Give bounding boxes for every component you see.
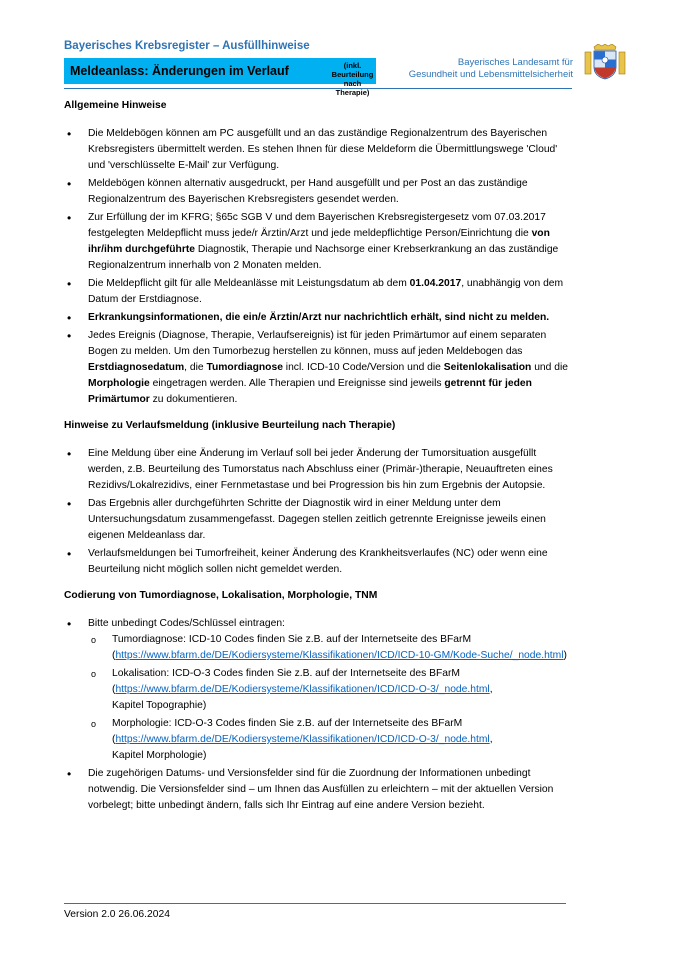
list-item bbox=[64, 616, 574, 764]
list-item: • Das Ergebnis aller durchgeführten Schritte der Diagnostik wird in einer Meldung unter dem Untersuchungsdatum zusammengefasst. Dagegen stellen zeitlich getrennte Ereignisse jeweils einen eigenen Meldeanlass dar. bbox=[64, 496, 574, 544]
list-item-text: zu dokumentieren. bbox=[149, 394, 238, 405]
list-item-emphasis: Erstdiagnosedatum bbox=[88, 362, 185, 373]
section-heading-coding: Codierung von Tumordiagnose, Lokalisation, Morphologie, TNM bbox=[64, 590, 378, 601]
header-divider bbox=[64, 88, 572, 89]
version-footer: Version 2.0 26.06.2024 bbox=[64, 909, 170, 920]
banner-title: Meldeanlass: Änderungen im Verlauf bbox=[70, 64, 289, 78]
reporting-reason-banner bbox=[64, 58, 376, 97]
sub-list-item: o Tumordiagnose: ICD-10 Codes finden Sie z.B. auf der Internetseite des BFarM (https://www.bfarm.de/DE/Kodiersysteme/Klassifikationen/ICD/ICD-10-GM/Kode-Suche/_node.html) bbox=[88, 632, 574, 664]
list-item-text: Bitte unbedingt Codes/Schlüssel eintragen: bbox=[88, 618, 285, 629]
list-item-emphasis: 01.04.2017 bbox=[409, 278, 462, 289]
coding-notes-list bbox=[64, 616, 574, 814]
list-item bbox=[64, 210, 574, 274]
list-item-text: Zur Erfüllung der im KFRG; §65c SGB V und dem Bayerischen Krebsregistergesetz vom 07.03.2017 festgelegten Meldepflicht muss jede/r Ärztin/Arzt und jede meldepflichtige Person/Einrichtung die bbox=[88, 212, 546, 239]
list-item: • Die zugehörigen Datums- und Versionsfelder sind für die Zuordnung der Informationen unbedingt notwendig. Die Versionsfelder sind – um Ihnen das Ausfüllen zu erleichtern – mit der aktuellen Version vorbelegt; bitte unbedingt ändern, falls sich Ihr Eintrag auf eine andere Version bezieht. bbox=[64, 766, 574, 814]
coat-of-arms-icon bbox=[582, 44, 628, 80]
sub-list-item-text: Lokalisation: ICD-O-3 Codes finden Sie z.B. auf der Internetseite des BFarM bbox=[112, 668, 460, 679]
sub-list-item: o Morphologie: ICD-O-3 Codes finden Sie z.B. auf der Internetseite des BFarM (https://www.bfarm.de/DE/Kodiersysteme/Klassifikationen/ICD/ICD-O-3/_node.html, Kapitel Morphologie) bbox=[88, 716, 574, 764]
banner-subtitle-line2: nach Therapie) bbox=[335, 79, 370, 97]
code-source-list bbox=[88, 632, 574, 764]
list-item-text: und die bbox=[531, 362, 568, 373]
list-item bbox=[64, 310, 574, 326]
bfarm-icdo3-topography-link[interactable]: https://www.bfarm.de/DE/Kodiersysteme/Klassifikationen/ICD/ICD-O-3/_node.html bbox=[115, 684, 490, 695]
list-item-text: incl. ICD-10 Code/Version und die bbox=[282, 362, 444, 373]
list-item: • Verlaufsmeldungen bei Tumorfreiheit, keiner Änderung des Krankheitsverlaufes (NC) oder wenn eine Beurteilung nicht möglich sollen nicht gemeldet werden. bbox=[64, 546, 574, 578]
list-item-text: Die Meldepflicht gilt für alle Meldeanlässe mit Leistungsdatum ab dem bbox=[88, 278, 410, 289]
list-item-text: , die bbox=[184, 362, 207, 373]
list-item-text: eingetragen werden. Alle Therapien und Ereignisse sind jeweils bbox=[149, 378, 445, 389]
general-notes-list bbox=[64, 126, 574, 408]
authority-name bbox=[409, 57, 573, 81]
progress-report-notes-list bbox=[64, 446, 574, 578]
list-item-emphasis: von ihr/ihm durchgeführte bbox=[88, 228, 550, 255]
list-item-emphasis: Seitenlokalisation bbox=[443, 362, 532, 373]
bfarm-icdo3-morphology-link[interactable]: https://www.bfarm.de/DE/Kodiersysteme/Klassifikationen/ICD/ICD-O-3/_node.html bbox=[115, 734, 490, 745]
sub-list-item-text: Morphologie: ICD-O-3 Codes finden Sie z.B. auf der Internetseite des BFarM bbox=[112, 718, 463, 729]
footer-divider bbox=[64, 903, 566, 904]
sub-list-item: o Lokalisation: ICD-O-3 Codes finden Sie z.B. auf der Internetseite des BFarM (https://www.bfarm.de/DE/Kodiersysteme/Klassifikationen/ICD/ICD-O-3/_node.html, Kapitel Topographie) bbox=[88, 666, 574, 714]
list-item: • Eine Meldung über eine Änderung im Verlauf soll bei jeder Änderung der Tumorsituation ausgefüllt werden, z.B. Beurteilung des Tumorstatus nach Abschluss einer (Primär-)therapie, Neuauftreten eines Rezidivs/Lokalrezidivs, einer Fernmetastase und bei Progression bis hin zum Ergebnis der Autopsie. bbox=[64, 446, 574, 494]
bfarm-icd10-link[interactable]: https://www.bfarm.de/DE/Kodiersysteme/Klassifikationen/ICD/ICD-10-GM/Kode-Suche/_node.html bbox=[115, 650, 564, 661]
list-item-emphasis: Morphologie bbox=[88, 378, 150, 389]
list-item-emphasis: Erkrankungsinformationen, die ein/e Ärztin/Arzt nur nachrichtlich erhält, sind nicht zu melden. bbox=[88, 312, 550, 323]
banner-subtitle-line1: (inkl. Beurteilung bbox=[331, 61, 374, 79]
list-item-text: Diagnostik, Therapie und Nachsorge einer Krebserkrankung an das zuständige Regionalzentrum innerhalb von 2 Monaten melden. bbox=[88, 244, 559, 271]
list-item-text: Jedes Ereignis (Diagnose, Therapie, Verlaufsereignis) ist für jeden Primärtumor auf einem separaten Bogen zu melden. Um den Tumorbezug herstellen zu können, muss auf jeden Meldebogen das bbox=[88, 330, 547, 357]
sub-list-item-text: Tumordiagnose: ICD-10 Codes finden Sie z.B. auf der Internetseite des BFarM bbox=[112, 634, 472, 645]
document-title: Bayerisches Krebsregister – Ausfüllhinweise bbox=[64, 40, 310, 52]
authority-line2: Gesundheit und Lebensmittelsicherheit bbox=[408, 69, 573, 80]
list-item-emphasis: getrennt für jeden Primärtumor bbox=[88, 378, 532, 405]
banner-subtitle bbox=[329, 61, 376, 97]
list-item: • Meldebögen können alternativ ausgedruckt, per Hand ausgefüllt und per Post an das zuständige Regionalzentrum des Bayerischen Krebsregisters gesendet werden. bbox=[64, 176, 574, 208]
list-item-text: , unabhängig von dem Datum der Erstdiagnose. bbox=[88, 278, 564, 305]
sub-list-item-text: Kapitel Morphologie) bbox=[112, 750, 207, 761]
list-item-emphasis: Tumordiagnose bbox=[206, 362, 283, 373]
authority-line1: Bayerisches Landesamt für bbox=[457, 57, 573, 68]
list-item: • Die Meldebögen können am PC ausgefüllt und an das zuständige Regionalzentrum des Bayerischen Krebsregisters übermittelt werden. Es stehen Ihnen für diese Meldeform die Übermittlungswege 'Cloud' und 'verschlüsselte E-Mail' zur Verfügung. bbox=[64, 126, 574, 174]
sub-list-item-text: Kapitel Topographie) bbox=[112, 700, 207, 711]
section-heading-progress-report: Hinweise zu Verlaufsmeldung (inklusive Beurteilung nach Therapie) bbox=[64, 420, 396, 431]
section-heading-general: Allgemeine Hinweise bbox=[64, 100, 167, 111]
list-item bbox=[64, 328, 574, 408]
list-item bbox=[64, 276, 574, 308]
document-body bbox=[64, 96, 574, 824]
